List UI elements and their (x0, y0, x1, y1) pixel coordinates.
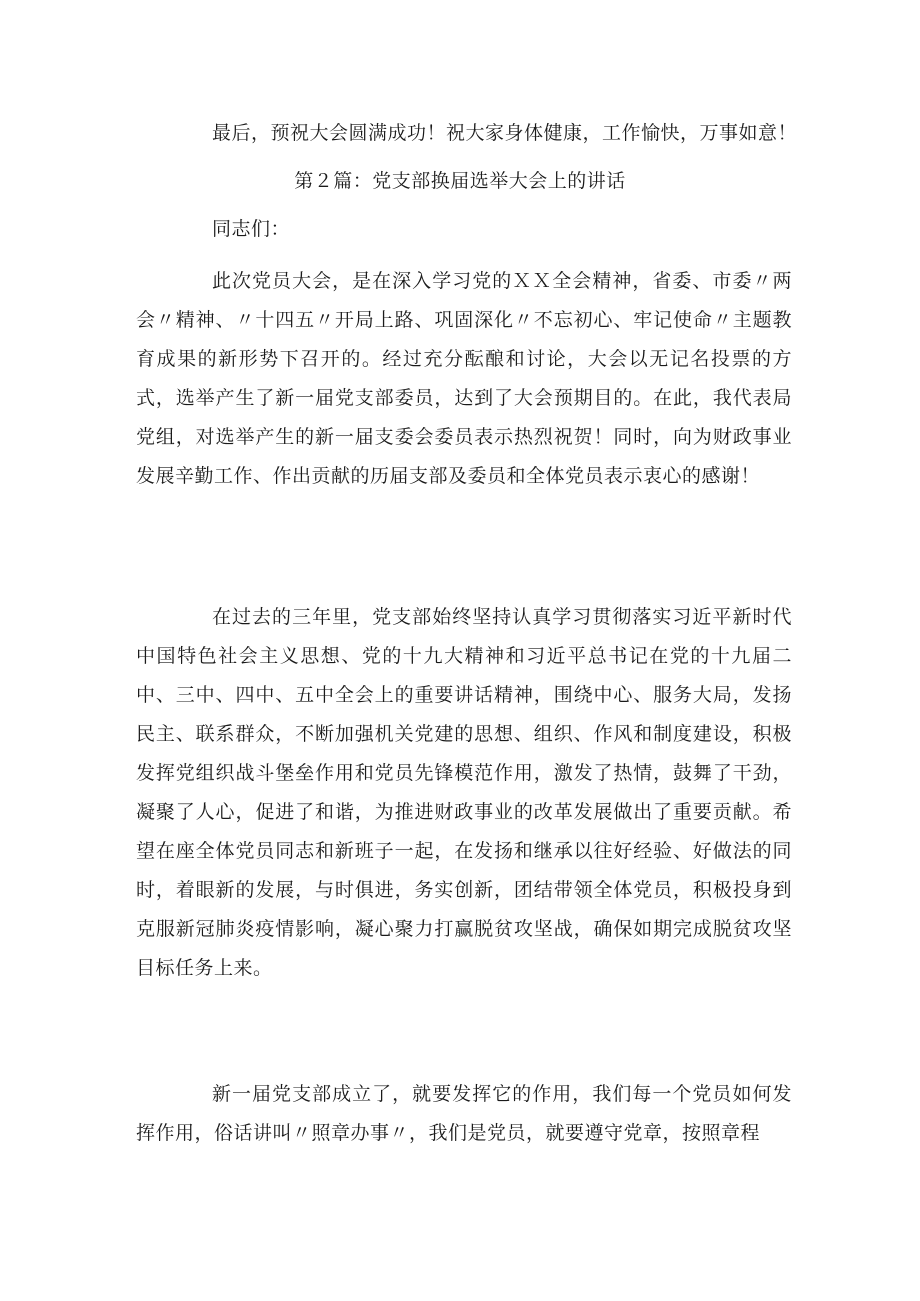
closing-line: 最后，预祝大会圆满成功！祝大家身体健康，工作愉快，万事如意！ (212, 122, 798, 144)
paragraph-1: 此次党员大会，是在深入学习党的ＸＸ全会精神，省委、市委〃两会〃精神、〃十四五〃开局上路、巩固深化〃不忘初心、牢记使命〃主题教育成果的新形势下召开的。经过充分酝酿和讨论，大会以无记名投票的方式，选举产生了新一届党支部委员，达到了大会预期目的。在此，我代表局党组，对选举产生的新一届支委会委员表示热烈祝贺！同时，向为财政事业发展辛勤工作、作出贡献的历届支部及委员和全体党员表示衷心的感谢！ (136, 270, 792, 487)
paragraph-3: 新一届党支部成立了，就要发挥它的作用，我们每一个党员如何发挥作用，俗话讲叫〃照章办事〃，我们是党员，就要遵守党章，按照章程 (136, 1083, 792, 1144)
article-heading: 第２篇：党支部换届选举大会上的讲话 (294, 170, 626, 192)
paragraph-2: 在过去的三年里，党支部始终坚持认真学习贯彻落实习近平新时代中国特色社会主义思想、党的十九大精神和习近平总书记在党的十九届二中、三中、四中、五中全会上的重要讲话精神，围绕中心、服务大局，发扬民主、联系群众，不断加强机关党建的思想、组织、作风和制度建设，积极发挥党组织战斗堡垒作用和党员先锋模范作用，激发了热情，鼓舞了干劲，凝聚了人心，促进了和谐，为推进财政事业的改革发展做出了重要贡献。希望在座全体党员同志和新班子一起，在发扬和继承以往好经验、好做法的同时，着眼新的发展，与时俱进，务实创新，团结带领全体党员，积极投身到克服新冠肺炎疫情影响，凝心聚力打赢脱贫攻坚战，确保如期完成脱贫攻坚目标任务上来。 (136, 606, 792, 979)
salutation: 同志们： (212, 218, 291, 240)
